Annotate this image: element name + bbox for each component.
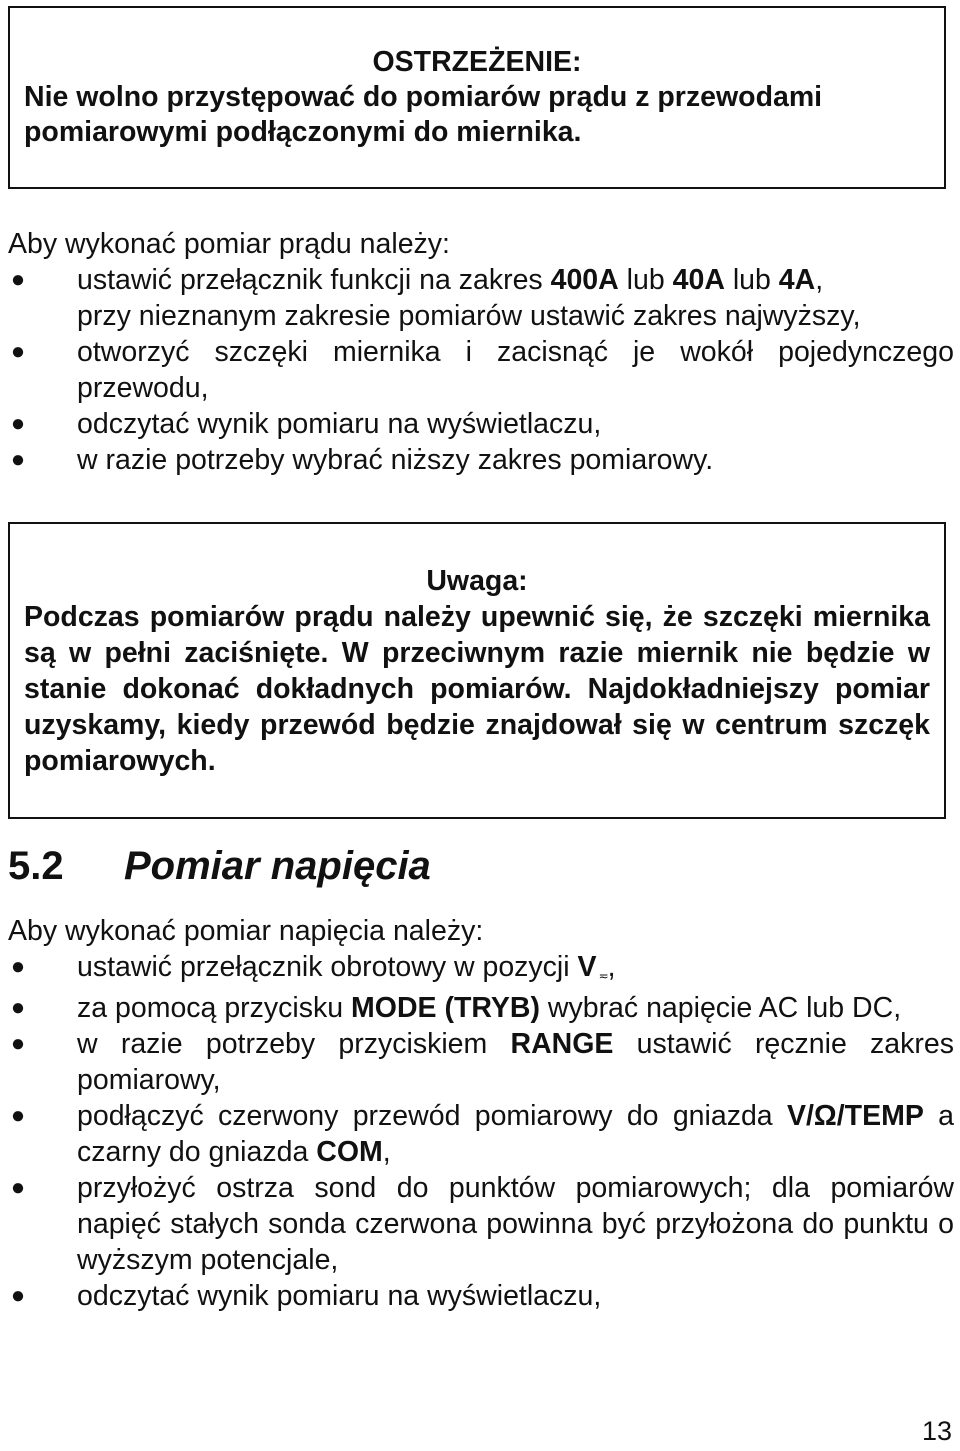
list-item: ● w razie potrzeby wybrać niższy zakres pomiarowy. — [8, 442, 954, 478]
bullet-icon: ● — [10, 410, 26, 437]
list-item: ● ustawić przełącznik funkcji na zakres 400A lub 40A lub 4A, przy nieznanym zakresie pomiarów ustawić zakres najwyższy, — [8, 262, 954, 334]
note-text: Podczas pomiarów prądu należy upewnić się, że szczęki miernika są w pełni zaciśnięte. W przeciwnym razie miernik nie będzie w stanie dokonać dokładnych pomiarów. Najdokładniejszy pomiar uzyskamy, kiedy przewód będzie znajdował się w centrum szczęk pomiarowych. — [24, 601, 930, 777]
warning-title: OSTRZEŻENIE: — [372, 46, 582, 78]
list-item: ● podłączyć czerwony przewód pomiarowy do gniazda V/Ω/TEMP a czarny do gniazda COM, — [8, 1098, 954, 1170]
bullet-icon: ● — [10, 338, 26, 365]
bullet-icon: ● — [10, 446, 26, 473]
list-item: ● w razie potrzeby przyciskiem RANGE ustawić ręcznie zakres pomiarowy, — [8, 1026, 954, 1098]
list-item: ● odczytać wynik pomiaru na wyświetlaczu, — [8, 406, 954, 442]
list-item: ● za pomocą przycisku MODE (TRYB) wybrać napięcie AC lub DC, — [8, 990, 954, 1026]
bullet-icon: ● — [10, 1282, 26, 1309]
voltage-intro: Aby wykonać pomiar napięcia należy: — [8, 915, 484, 947]
voltage-symbol: V — [577, 951, 597, 983]
bullet-icon: ● — [10, 994, 26, 1021]
voltage-measurement-instructions — [8, 913, 954, 1314]
warning-line: pomiarowymi podłączonymi do miernika. — [24, 116, 582, 148]
current-measurement-instructions — [8, 226, 954, 478]
note-box — [8, 522, 946, 819]
ac-dc-icon: ≂ — [598, 969, 608, 983]
list-item: ● odczytać wynik pomiaru na wyświetlaczu, — [8, 1278, 954, 1314]
note-title: Uwaga: — [426, 565, 528, 597]
current-steps-list — [8, 262, 954, 478]
voltage-steps-list — [8, 949, 954, 1314]
bullet-icon: ● — [10, 953, 26, 980]
list-item: ● przyłożyć ostrza sond do punktów pomiarowych; dla pomiarów napięć stałych sonda czerwona powinna być przyłożona do punktu o wyższym potencjale, — [8, 1170, 954, 1278]
list-item: ● otworzyć szczęki miernika i zacisnąć je wokół pojedynczego przewodu, — [8, 334, 954, 406]
section-title: Pomiar napięcia — [124, 844, 431, 888]
page-number: 13 — [921, 1416, 952, 1446]
bullet-icon: ● — [10, 1030, 26, 1057]
bullet-icon: ● — [10, 1174, 26, 1201]
list-item: ● ustawić przełącznik obrotowy w pozycji V ≂, — [8, 949, 954, 990]
warning-line: Nie wolno przystępować do pomiarów prądu z przewodami — [24, 81, 823, 113]
section-heading — [8, 838, 431, 894]
section-number: 5.2 — [8, 844, 64, 888]
current-intro: Aby wykonać pomiar prądu należy: — [8, 228, 450, 260]
warning-box — [8, 6, 946, 189]
bullet-icon: ● — [10, 1102, 26, 1129]
bullet-icon: ● — [10, 266, 26, 293]
